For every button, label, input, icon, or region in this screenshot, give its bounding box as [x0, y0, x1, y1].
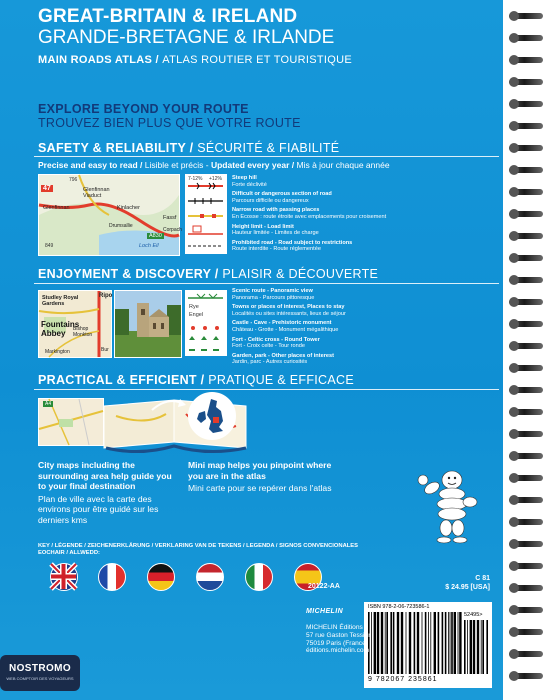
barcode-bar [381, 612, 383, 674]
spiral-coil [509, 230, 549, 242]
key-line-2: EOCHAIR / ALLWEDD: [38, 550, 100, 556]
spiral-coil [509, 560, 549, 572]
spiral-coil [509, 362, 549, 374]
map-label-studley: Studley Royal Gardens [42, 295, 79, 307]
abbey-photo-drawing [115, 291, 181, 357]
safety-legend-item-french: Route interdite - Route réglementée [232, 246, 321, 253]
enjoy-legend-item-french: Jardin, parc - Autres curiosités [232, 359, 308, 366]
map-label-viaduct: Glenfinnan Viaduct [83, 187, 110, 199]
map-label-height-2: 849 [45, 243, 54, 249]
enjoy-legend-item-english: Towns or places of interest, Places to stay [232, 304, 345, 311]
map-label-route: 47 [43, 185, 51, 192]
enjoy-legend-item-french: Localités ou sites intéressants, lieux de séjour [232, 310, 346, 317]
retailer-name: NOSTROMO [8, 663, 72, 674]
mini-caption-french: Mini carte pour se repérer dans l'atlas [188, 483, 332, 493]
map-label-drumsallie: Drumsallie [109, 223, 133, 229]
barcode-box [364, 602, 492, 688]
enjoy-divider [34, 283, 499, 284]
enjoy-legend-item [232, 353, 402, 366]
barcode-digits: 9 782067 235861 [368, 676, 438, 683]
safety-legend-item-french: Hauteur limitée - Limites de charge [232, 230, 319, 237]
enjoy-legend-symbols [185, 290, 227, 356]
barcode-bar [371, 612, 372, 674]
publisher-line: 75019 Paris (France) [306, 639, 368, 647]
title-french: GRANDE-BRETAGNE & IRLANDE [38, 27, 335, 48]
enjoy-title-english: ENJOYMENT & DISCOVERY / [38, 267, 219, 281]
barcode-bar [486, 620, 488, 674]
cover-header [38, 6, 498, 66]
barcode-bar [422, 612, 423, 674]
enjoy-section-title [38, 267, 378, 281]
abbey-photo [114, 290, 182, 358]
michelin-man-mascot [414, 466, 494, 546]
italy-flag [245, 563, 273, 591]
addon-bars [464, 620, 488, 674]
spiral-coil [509, 670, 549, 682]
safety-legend-item-english: Prohibited road - Road subject to restrictions [232, 239, 353, 246]
isbn-text: ISBN 978-2-06-723586-1 [368, 604, 430, 610]
safety-legend-item [232, 207, 392, 220]
retailer-tagline: WEB COMPTOIR DES VOYAGEURS [6, 676, 74, 681]
barcode-bar [406, 612, 407, 674]
legend-grade-1: 7-12% [188, 176, 203, 182]
enjoy-legend-item-english: Garden, park - Other places of interest [232, 352, 334, 359]
barcode-bar [482, 620, 484, 674]
spiral-coil [509, 582, 549, 594]
enjoy-legend-item-french: Panorama - Parcours pittoresque [232, 294, 315, 301]
spiral-coil [509, 450, 549, 462]
legend-grade-2: +12% [209, 176, 222, 182]
safety-legend-item-french: En Ecosse : route étroite avec emplacements pour croisement [232, 213, 387, 220]
mini-map-image [188, 392, 236, 440]
safety-legend-item [232, 240, 392, 253]
barcode-bar [425, 612, 427, 674]
city-map-image [38, 398, 104, 446]
spiral-coil [509, 472, 549, 484]
spiral-coil [509, 208, 549, 220]
enjoy-legend-item-english: Castle - Cave - Prehistoric monument [232, 320, 332, 327]
spiral-coil [509, 648, 549, 660]
safety-legend-item-english: Difficult or dangerous section of road [232, 191, 332, 198]
safety-legend-item-french: Parcours difficile ou dangereux [232, 197, 309, 204]
publisher-line: éditions.michelin.com [306, 647, 370, 655]
michelin-logo: MICHELIN [306, 608, 344, 615]
spiral-coil [509, 10, 549, 22]
map-label-markington: Markington [45, 349, 70, 355]
map-label-bur: Bur [101, 347, 109, 353]
city-map-label: A4 [45, 401, 52, 407]
retailer-badge [0, 655, 80, 691]
spiral-coil [509, 296, 549, 308]
tagline-english: EXPLORE BEYOND YOUR ROUTE [38, 102, 249, 116]
barcode-bar [374, 612, 376, 674]
map-label-height: 796 [69, 177, 78, 183]
barcode-bar [458, 612, 459, 674]
safety-sub-b-french: Mis à jour chaque année [296, 160, 390, 170]
enjoy-legend-item [232, 288, 402, 301]
enjoy-legend-item-english: Scenic route - Panoramic view [232, 288, 313, 294]
spiral-coil [509, 538, 549, 550]
safety-title-french: SÉCURITÉ & FIABILITÉ [197, 141, 340, 155]
spiral-coil [509, 318, 549, 330]
safety-legend-item [232, 224, 392, 237]
enjoy-legend-list [232, 288, 402, 369]
city-map-caption [38, 460, 178, 525]
safety-section-title [38, 141, 339, 155]
map-label-ripon: Ripo [99, 293, 113, 299]
barcode-bar [442, 612, 444, 674]
barcode-bar [473, 620, 475, 674]
netherlands-flag [196, 563, 224, 591]
germany-flag [147, 563, 175, 591]
barcode-bar [464, 620, 466, 674]
enjoy-map-image [38, 290, 112, 358]
barcode-bar [417, 612, 419, 674]
legend-label-engel: Engel [189, 312, 204, 318]
barcode-bar [470, 620, 472, 674]
safety-legend-drawing [185, 174, 227, 254]
spiral-coil [509, 340, 549, 352]
legend-label-rye: Rye [189, 304, 199, 310]
map-label-corpach: Corpach [163, 227, 182, 233]
subtitle-french: ATLAS ROUTIER ET TOURISTIQUE [162, 54, 352, 66]
subtitle [38, 54, 498, 66]
barcode-bar [445, 612, 447, 674]
spiral-coil [509, 76, 549, 88]
product-code: 20122-AA [308, 583, 340, 590]
barcode-bar [393, 612, 395, 674]
enjoy-legend-item-french: Château - Grotte - Monument mégalithique [232, 326, 339, 333]
practical-section-title [38, 373, 354, 387]
safety-legend-item [232, 175, 392, 188]
map-label-fountains: Fountains Abbey [41, 320, 80, 338]
barcode-bar [385, 612, 386, 674]
subtitle-english: MAIN ROADS ATLAS / [38, 54, 159, 66]
enjoy-legend-item [232, 304, 402, 317]
barcode-bar [414, 612, 416, 674]
spiral-coil [509, 406, 549, 418]
spiral-coil [509, 384, 549, 396]
barcode-bar [401, 612, 403, 674]
enjoy-legend-item [232, 320, 402, 333]
barcode-bar [438, 612, 440, 674]
safety-legend-item-english: Steep hill [232, 175, 257, 181]
safety-legend-item-french: Forte déclivité [232, 181, 267, 188]
map-label-fassf: Fassf [163, 215, 177, 221]
spiral-coil [509, 274, 549, 286]
key-line-1: KEY / LÉGENDE / ZEICHENERKLÄRUNG / VERKLARING VAN DE TEKENS / LEGENDA / SIGNOS CONVENCIONALES [38, 543, 359, 549]
map-label-glenfinnan: Glenfinnan [43, 205, 70, 211]
barcode-bars [368, 612, 462, 674]
spiral-coil [509, 142, 549, 154]
key-languages [38, 543, 398, 557]
barcode-bar [450, 612, 451, 674]
practical-title-english: PRACTICAL & EFFICIENT / [38, 373, 205, 387]
map-label-road-number: A830 [149, 233, 162, 239]
spiral-coil [509, 120, 549, 132]
mini-map-drawing [189, 393, 235, 439]
spiral-coil [509, 32, 549, 44]
enjoy-legend-item-french: Fort - Croix celte - Tour ronde [232, 343, 305, 350]
city-caption-english: City maps including the surrounding area help guide you to your final destination [38, 460, 172, 491]
enjoy-legend-drawing [185, 290, 227, 356]
spiral-coil [509, 428, 549, 440]
map-label-kinlacher: Kinlacher [117, 205, 140, 211]
barcode-bar [377, 612, 379, 674]
tagline [38, 102, 301, 130]
spiral-coil [509, 494, 549, 506]
spiral-coil [509, 626, 549, 638]
safety-sub-a-french: Lisible et précis - [144, 160, 209, 170]
tagline-french: TROUVEZ BIEN PLUS QUE VOTRE ROUTE [38, 116, 301, 130]
barcode-bar [390, 612, 392, 674]
barcode-bar [459, 612, 461, 674]
barcode-bar [467, 620, 468, 674]
safety-legend-list [232, 175, 392, 256]
uk-flag-drawing [51, 564, 76, 589]
spiral-coil [509, 604, 549, 616]
france-flag [98, 563, 126, 591]
map-label-loch: Loch Eil [139, 243, 159, 249]
barcode-bar [428, 612, 429, 674]
spiral-coil [509, 98, 549, 110]
safety-legend-item [232, 191, 392, 204]
safety-title-english: SAFETY & RELIABILITY / [38, 141, 194, 155]
mini-caption-english: Mini map helps you pinpoint where you are in the atlas [188, 460, 332, 481]
barcode-bar [397, 612, 399, 674]
barcode-bar [451, 612, 453, 674]
safety-divider [34, 156, 499, 157]
publisher-address [306, 624, 370, 655]
practical-divider [34, 389, 499, 390]
spiral-coil [509, 164, 549, 176]
safety-map-image [38, 174, 180, 256]
enjoy-legend-item [232, 337, 402, 350]
safety-legend-item-english: Height limit - Load limit [232, 223, 294, 230]
uk-flag [50, 563, 78, 591]
safety-subtitle [38, 160, 390, 170]
price: $ 24.95 [USA] [445, 584, 490, 591]
enjoy-title-french: PLAISIR & DÉCOUVERTE [222, 267, 379, 281]
barcode-bar [481, 620, 482, 674]
catalog-code: C 81 [475, 575, 490, 582]
barcode-bar [430, 612, 431, 674]
spiral-coil [509, 252, 549, 264]
barcode-bar [409, 612, 411, 674]
map-label-bishop: Bishop Monkton [73, 326, 93, 338]
title-english: GREAT-BRITAIN & IRELAND [38, 6, 298, 27]
spiral-coil [509, 186, 549, 198]
mini-map-caption [188, 460, 338, 494]
arrow-icon [150, 396, 190, 416]
safety-legend-item-english: Narrow road with passing places [232, 207, 320, 214]
safety-sub-a-english: Precise and easy to read / [38, 160, 143, 170]
city-caption-french: Plan de ville avec la carte des environs pour être guidé sur les derniers kms [38, 493, 159, 525]
enjoy-legend-item-english: Fort - Celtic cross - Round Tower [232, 336, 320, 343]
addon-code: 52495> [464, 612, 483, 618]
spiral-binding [503, 0, 555, 700]
barcode-bar [477, 620, 479, 674]
publisher-line: MICHELIN Éditions [306, 624, 363, 631]
spiral-coil [509, 54, 549, 66]
barcode-bar [386, 612, 388, 674]
safety-legend-symbols [185, 174, 227, 254]
spiral-coil [509, 516, 549, 528]
barcode-bar [454, 612, 456, 674]
publisher-line: 57 rue Gaston Tessier [306, 631, 371, 639]
practical-title-french: PRATIQUE & EFFICACE [208, 373, 354, 387]
safety-sub-b-english: Updated every year / [210, 160, 295, 170]
barcode-bar [434, 612, 436, 674]
barcode-bar [448, 612, 449, 674]
